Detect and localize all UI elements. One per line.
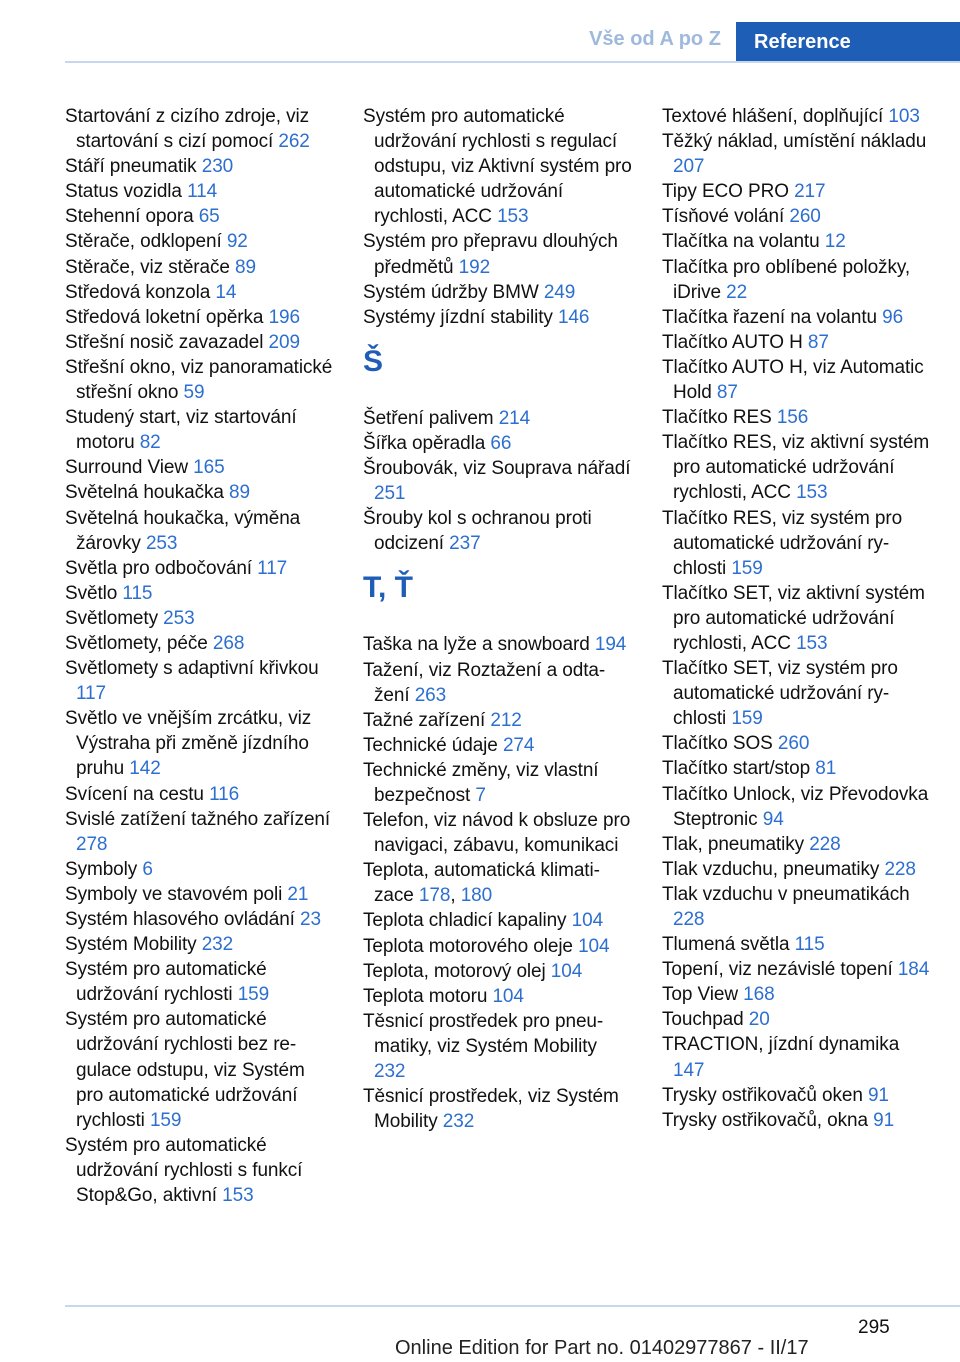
page-header (0, 0, 960, 62)
index-entry (363, 658, 633, 708)
page-reference-link[interactable]: 268 (212, 632, 245, 654)
page-reference-link[interactable]: 115 (122, 582, 153, 604)
index-entry-text: Světlomety s adaptivní křivkou (65, 658, 319, 680)
page-reference-link[interactable]: 114 (187, 181, 218, 203)
index-entry (363, 908, 633, 933)
index-entry (662, 179, 932, 204)
index-entry (662, 204, 932, 229)
index-entry-text: Střešní nosič zavazadel (65, 331, 269, 353)
index-entry-text: Těsnicí prostředek, viz Systém Mobility (363, 1086, 619, 1133)
index-entry (662, 932, 932, 957)
page-reference-link[interactable]: 96 (882, 306, 904, 328)
index-entry-text: Tlačítko RES, viz systém pro automatické udržování rychlosti (662, 507, 903, 579)
page-reference-link[interactable]: 91 (873, 1109, 895, 1131)
page-reference-link[interactable]: 20 (748, 1009, 770, 1031)
index-entry-text: Systém hlasového ovládání (65, 909, 301, 930)
index-entry-text: Startování z cizího zdroje, viz startování s cizí pomocí (65, 106, 310, 153)
index-entry (65, 782, 335, 807)
page-reference-link[interactable]: 214 (498, 407, 531, 429)
index-entry (363, 280, 633, 305)
index-entry (65, 581, 335, 606)
index-entry-text: Surround View (65, 457, 194, 479)
index-entry-text: Tlak vzduchu, pneumatiky (662, 858, 885, 880)
page-reference-link[interactable]: 21 (287, 883, 309, 905)
index-entry-text: Těsnicí prostředek pro pneumatiky, viz Systém Mobility (363, 1010, 604, 1057)
index-entry-text: Systém pro automatické udržování rychlosti (65, 959, 267, 1006)
page-reference-link[interactable]: 91 (867, 1084, 889, 1106)
page-reference-link[interactable]: 87 (807, 331, 829, 353)
page-reference-link[interactable]: 159 (731, 708, 763, 730)
index-entry-text: Svislé zatížení tažného zařízení (65, 808, 331, 830)
page-reference-link[interactable]: 147 (673, 1059, 705, 1081)
index-entry (65, 656, 335, 706)
index-entry (65, 104, 335, 154)
index-entry-text: Trysky ostřikovačů, okna (662, 1109, 874, 1131)
page-reference-link[interactable]: 104 (492, 985, 524, 1007)
index-entry (65, 330, 335, 355)
page-reference-link[interactable]: 228 (673, 909, 705, 930)
index-entry-text: Středová konzola (65, 281, 216, 303)
page-reference-link[interactable]: 104 (578, 935, 610, 957)
page-reference-link[interactable]: 232 (442, 1111, 475, 1133)
page-reference-link[interactable]: 116 (209, 783, 240, 805)
page-reference-link[interactable]: 159 (731, 557, 763, 579)
index-entry-text: Tlačítko AUTO H, viz Automatic Hold (662, 356, 924, 404)
index-entry (65, 957, 335, 1007)
index-entry (662, 1007, 932, 1032)
index-entry-text: TRACTION, jízdní dynamika (662, 1034, 900, 1056)
index-entry-text: Telefon, viz návod k obsluze pro navigaci, zábavu, komunikaci (363, 810, 631, 857)
page-reference-link[interactable]: 142 (129, 758, 161, 780)
index-entry-text: Světlo ve vnějším zrcátku, viz Výstraha při změně jízdního pruhu (65, 708, 312, 780)
page-reference-link[interactable]: 117 (76, 683, 106, 705)
index-entry-text: Systém Mobility (65, 934, 202, 956)
index-entry (662, 330, 932, 355)
index-entry-text: Tlačítko SET, viz aktivní systém pro automatické udržování rychlosti, ACC (662, 582, 925, 654)
index-entry (65, 405, 335, 455)
index-entry (662, 305, 932, 330)
index-entry-text: Tlačítko SOS (662, 733, 778, 755)
index-entry (363, 934, 633, 959)
index-entry-text: Tažení, viz Roztažení a odtažení (363, 659, 606, 706)
index-entry-text: Tlačítko AUTO H (662, 331, 808, 353)
page-reference-link[interactable]: 207 (673, 156, 705, 178)
index-entry-text: Svícení na cestu (65, 783, 210, 805)
page-reference-link[interactable]: 81 (815, 758, 837, 780)
index-entry-text: Světlomety (65, 607, 164, 629)
index-entry (662, 656, 932, 731)
page-reference-link[interactable]: 159 (149, 1109, 182, 1131)
index-entry (65, 204, 335, 229)
page-reference-link[interactable]: 92 (226, 231, 248, 253)
page-reference-link[interactable]: 165 (193, 457, 225, 479)
index-entry-text: Technické údaje (363, 734, 503, 756)
index-entry-text: Tlak, pneumatiky (662, 833, 810, 855)
index-entry-text: Touchpad (662, 1009, 749, 1031)
page-reference-link[interactable]: 232 (374, 1061, 406, 1082)
index-entry (65, 355, 335, 405)
section-title: Vše od A po Z (589, 28, 721, 50)
index-entry-text: Šroubovák, viz Souprava nářadí (363, 458, 631, 480)
index-entry (662, 1032, 932, 1082)
index-entry-text: Systém pro automatické udržování rychlosti s funkcí Stop&Go, aktivní (65, 1134, 303, 1207)
page-reference-link[interactable]: 178 (418, 885, 451, 907)
index-entry (662, 104, 932, 129)
index-entry (65, 907, 335, 932)
index-entry (662, 129, 932, 179)
reference-tab[interactable]: Reference (736, 22, 960, 62)
page-reference-link[interactable]: 153 (222, 1185, 254, 1207)
index-entry-text: Status vozidla (65, 181, 188, 203)
page-reference-link[interactable]: 212 (490, 709, 522, 731)
index-entry (363, 858, 633, 908)
page-reference-link[interactable]: 104 (550, 960, 583, 982)
index-entry-text: Teplota chladicí kapaliny (363, 910, 572, 932)
page-reference-link[interactable]: 156 (776, 407, 809, 429)
page-reference-link[interactable]: 237 (449, 533, 481, 555)
index-entry-text: Symboly ve stavovém poli (65, 883, 288, 905)
page-reference-link[interactable]: 153 (497, 206, 529, 228)
page-reference-link[interactable]: 184 (897, 959, 930, 981)
index-entry-text: Středová loketní opěrka (65, 306, 269, 328)
page-reference-link[interactable]: 23 (300, 909, 321, 930)
page-reference-link[interactable]: 274 (502, 734, 535, 756)
page-number: 295 (858, 1317, 890, 1338)
index-column-3 (662, 104, 932, 1133)
index-entry-text: Stěrače, odklopení (65, 231, 227, 253)
page-reference-link[interactable]: 6 (142, 858, 153, 880)
page-reference-link[interactable]: 228 (884, 858, 916, 880)
index-entry (363, 632, 633, 657)
page-reference-link[interactable]: 228 (809, 833, 841, 855)
index-entry (65, 882, 335, 907)
index-entry (65, 455, 335, 480)
index-entry-text: Tlačítka řazení na volantu (662, 306, 883, 328)
page-reference-link[interactable]: 217 (794, 181, 826, 203)
index-entry (65, 932, 335, 957)
index-entry-text: Top View (662, 984, 744, 1006)
page-reference-link[interactable]: 260 (777, 733, 810, 755)
index-entry (65, 606, 335, 631)
page-reference-link[interactable]: 263 (414, 684, 447, 706)
index-entry-text: Tlak vzduchu v pneumatikách (662, 883, 910, 905)
page-reference-link[interactable]: 146 (557, 306, 590, 328)
index-entry-text: Tlumená světla (662, 934, 795, 956)
index-entry-text: Systém pro automatické udržování rychlosti bez regulace odstupu, viz Systém pro automatické udržování rychlosti (65, 1009, 305, 1131)
index-entry-text: Světelná houkačka, výměna žárovky (65, 507, 301, 554)
index-entry-text: Tlačítko start/stop (662, 758, 816, 780)
index-entry-text: Symboly (65, 858, 143, 880)
index-entry (65, 179, 335, 204)
index-entry (363, 708, 633, 733)
index-entry (662, 857, 932, 882)
index-entry-text: Stěrače, viz stěrače (65, 256, 236, 278)
index-entry (662, 756, 932, 781)
index-entry (65, 706, 335, 781)
page-reference-link[interactable]: 103 (888, 106, 920, 127)
index-entry (65, 506, 335, 556)
index-entry (662, 832, 932, 857)
index-entry (662, 581, 932, 656)
page-reference-link[interactable]: 260 (789, 206, 821, 228)
index-entry (363, 305, 633, 330)
index-entry (662, 731, 932, 756)
index-entry-text: Studený start, viz startování motoru (65, 407, 297, 454)
index-entry-text: Tlačítka na volantu (662, 231, 825, 253)
page-reference-link[interactable]: 94 (762, 808, 784, 830)
index-entry-text: Stehenní opora (65, 206, 199, 228)
page-reference-link[interactable]: 194 (594, 634, 627, 656)
index-entry-text: Systém pro automatické udržování rychlosti s regulací odstupu, viz Aktivní systém pro automatické udržování rychlosti, ACC (363, 106, 632, 228)
index-entry (662, 355, 932, 405)
edition-note: Online Edition for Part no. 01402977867 - II/17 (395, 1337, 809, 1359)
index-entry-text: Technické změny, viz vlastní bezpečnost (363, 759, 599, 806)
page-reference-link[interactable]: 87 (716, 382, 738, 404)
page-reference-link[interactable]: 22 (726, 281, 748, 303)
page-reference-link[interactable]: 209 (268, 331, 300, 353)
page-reference-link[interactable]: 66 (490, 432, 512, 454)
index-entry (363, 1009, 633, 1084)
index-entry-text: Tlačítko RES, viz aktivní systém pro automatické udržování rychlosti, ACC (662, 432, 930, 504)
index-entry (65, 280, 335, 305)
index-entry (65, 305, 335, 330)
index-entry-text: Těžký náklad, umístění nákladu (662, 131, 927, 153)
page-reference-link[interactable]: 251 (374, 483, 406, 505)
page-reference-link[interactable]: 89 (235, 256, 256, 278)
page-reference-link[interactable]: 262 (278, 131, 310, 153)
page-reference-link[interactable]: 192 (458, 256, 491, 278)
index-entry (363, 229, 633, 279)
index-letter-heading: Š (363, 344, 384, 378)
index-entry-text: Světlo (65, 582, 123, 604)
index-entry (662, 506, 932, 581)
index-entry-text: Teplota motorového oleje (363, 935, 579, 957)
index-entry (662, 1083, 932, 1108)
index-entry-text: Šířka opěradla (363, 432, 491, 454)
page-reference-link[interactable]: 14 (215, 281, 237, 303)
index-entry-text: Textové hlášení, doplňující (662, 106, 889, 127)
index-entry (65, 229, 335, 254)
page-reference-link[interactable]: 168 (743, 984, 775, 1006)
index-entry-text: Topení, viz nezávislé topení (662, 959, 898, 981)
header-divider (65, 61, 960, 63)
index-letter-heading: T, Ť (363, 571, 413, 605)
index-entry-text: Tlačítko Unlock, viz Převodovka Steptronic (662, 783, 929, 830)
index-entry (662, 1108, 932, 1133)
index-entry (65, 807, 335, 857)
page-reference-link[interactable]: 12 (824, 231, 846, 253)
index-entry-text: Tažné zařízení (363, 709, 491, 731)
index-entry (363, 506, 633, 556)
index-entry (662, 255, 932, 305)
index-entry (662, 782, 932, 832)
index-entry-text: Tipy ECO PRO (662, 181, 795, 203)
index-entry (65, 154, 335, 179)
index-entry (662, 957, 932, 982)
page-separator: , (450, 885, 461, 907)
page-reference-link[interactable]: 278 (76, 833, 108, 855)
index-entry-text: Světlomety, péče (65, 632, 213, 654)
index-entry-text: Taška na lyže a snowboard (363, 634, 595, 656)
index-entry-text: Tlačítko RES (662, 407, 777, 429)
index-entry (65, 857, 335, 882)
index-entry-text: Teplota motoru (363, 985, 493, 1007)
page-reference-link[interactable]: 7 (475, 784, 486, 806)
index-entry (65, 1007, 335, 1132)
index-entry (65, 480, 335, 505)
index-entry (662, 430, 932, 505)
index-entry (363, 431, 633, 456)
index-entry (363, 406, 633, 431)
index-entry (65, 631, 335, 656)
index-entry (363, 104, 633, 229)
page-reference-link[interactable]: 115 (794, 934, 825, 956)
page-reference-link[interactable]: 104 (571, 910, 604, 932)
index-entry-text: Světelná houkačka (65, 482, 230, 504)
page-reference-link[interactable]: 180 (460, 885, 493, 907)
index-entry-text: Teplota, motorový olej (363, 960, 551, 982)
page-reference-link[interactable]: 249 (543, 281, 576, 303)
index-entry-text: Tlačítko SET, viz systém pro automatické udržování rychlosti (662, 658, 898, 730)
page-reference-link[interactable]: 232 (201, 934, 234, 956)
index-entry-text: Šrouby kol s ochranou proti odcizení (363, 508, 592, 555)
page-reference-link[interactable]: 153 (796, 632, 828, 654)
page-reference-link[interactable]: 117 (257, 557, 288, 579)
index-entry (363, 1084, 633, 1134)
page-reference-link[interactable]: 65 (198, 206, 220, 228)
page-reference-link[interactable]: 89 (229, 482, 250, 504)
index-column-2 (363, 104, 633, 1134)
index-entry-text: Systém pro přepravu dlouhých předmětů (363, 231, 618, 278)
footer-divider (65, 1305, 960, 1307)
index-entry (662, 882, 932, 932)
page-reference-link[interactable]: 59 (183, 382, 205, 404)
index-entry-text: Šetření palivem (363, 407, 499, 429)
index-entry (363, 808, 633, 858)
index-entry-text: Tísňové volání (662, 206, 790, 228)
index-entry (363, 984, 633, 1009)
index-entry (363, 758, 633, 808)
index-entry (363, 959, 633, 984)
page-reference-link[interactable]: 253 (163, 607, 195, 629)
page-reference-link[interactable]: 159 (237, 984, 270, 1006)
index-entry (662, 982, 932, 1007)
index-entry (662, 229, 932, 254)
index-entry-text: Systémy jízdní stability (363, 306, 558, 328)
index-entry-text: Trysky ostřikovačů oken (662, 1084, 868, 1106)
index-entry-text: Tlačítka pro oblíbené položky, iDrive (662, 256, 911, 303)
index-entry (363, 733, 633, 758)
page-reference-link[interactable]: 82 (139, 432, 161, 454)
index-entry (363, 456, 633, 506)
index-entry (65, 556, 335, 581)
index-entry-text: Teplota, automatická klimatizace (363, 860, 600, 907)
page-reference-link[interactable]: 230 (201, 156, 234, 178)
index-entry-text: Světla pro odbočování (65, 557, 258, 579)
index-entry (662, 405, 932, 430)
page-reference-link[interactable]: 196 (268, 306, 300, 328)
index-entry-text: Střešní okno, viz panoramatické střešní okno (65, 356, 333, 404)
index-column-1 (65, 104, 335, 1208)
page-reference-link[interactable]: 153 (796, 482, 828, 504)
index-entry-text: Stáří pneumatik (65, 156, 202, 178)
index-entry (65, 1133, 335, 1208)
index-entry (65, 255, 335, 280)
page-reference-link[interactable]: 253 (145, 532, 178, 554)
index-entry-text: Systém údržby BMW (363, 281, 544, 303)
